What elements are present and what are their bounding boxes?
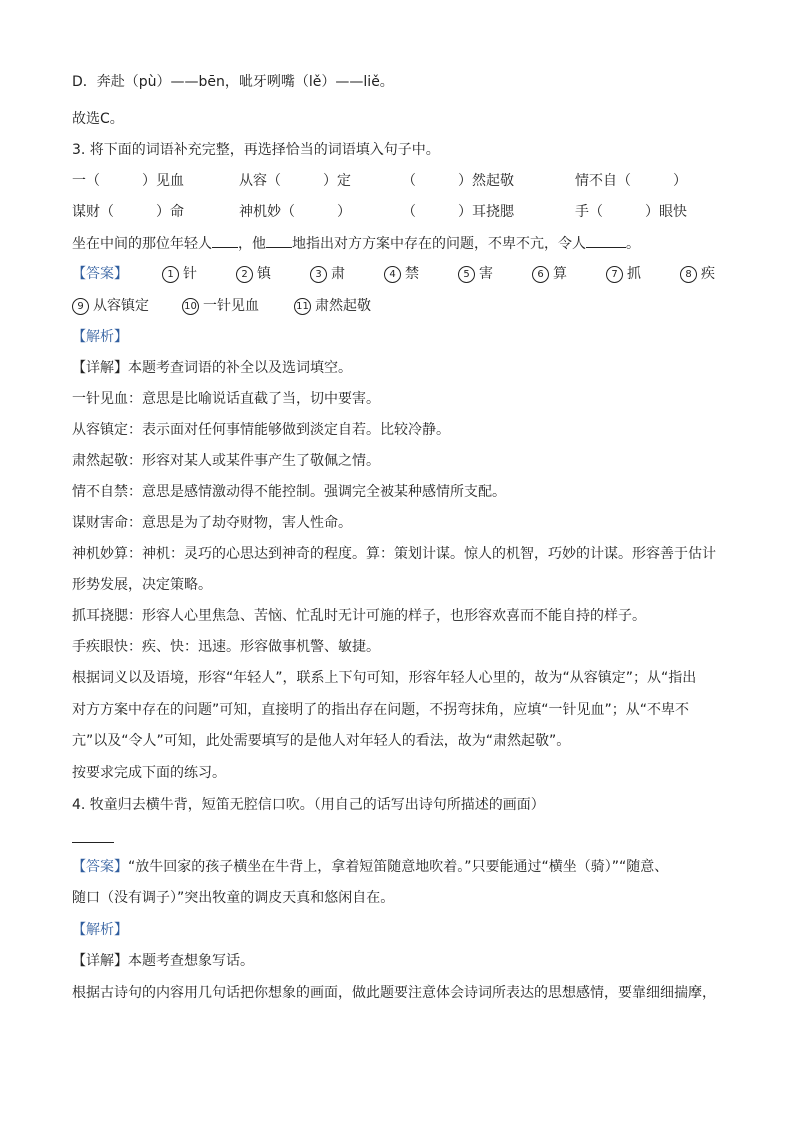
idiom-item: 手（ ）眼快 — [575, 204, 687, 220]
q4-answer-line-1: 【答案】“放牛回家的孩子横坐在牛背上，拿着短笛随意地吹着。”只要能通过“横坐（骑）”“随意、 — [72, 859, 669, 875]
analysis-label: 【解析】 — [72, 329, 128, 345]
explanation-line: 手疾眼快：疾、快：迅速。形容做事机警、敏捷。 — [72, 639, 380, 655]
circled-number: 1 — [162, 266, 179, 283]
answer-row-1 — [72, 264, 732, 284]
idiom-item: （ ）然起敬 — [402, 173, 514, 189]
analysis-label: 【解析】 — [72, 922, 128, 938]
answer-item: 1 针 — [162, 264, 197, 284]
explanation-line: 肃然起敬：形容对某人或某件事产生了敬佩之情。 — [72, 453, 380, 469]
answer-item: 11 肃然起敬 — [294, 296, 371, 316]
detail-line: 【详解】本题考查想象写话。 — [72, 953, 254, 969]
fill-sentence: 坐在中间的那位年轻人 ，他 地指出对方方案中存在的问题，不卑不亢，令人 。 — [72, 233, 640, 254]
circled-number: 8 — [680, 266, 697, 283]
explanation-line: 根据词义以及语境，形容“年轻人”，联系上下句可知，形容年轻人心里的，故为“从容镇定”；从“指出 — [72, 670, 697, 686]
question-4-text: 4. 牧童归去横牛背，短笛无腔信口吹。（用自己的话写出诗句所描述的画面） — [72, 797, 545, 813]
explanation-line: 亢”以及“令人”可知，此处需要填写的是他人对年轻人的看法，故为“肃然起敬”。 — [72, 733, 571, 749]
idiom-item: 从容（ ）定 — [239, 173, 351, 189]
option-d-line: D．奔赴（pù）——bēn，呲牙咧嘴（lě）——liě。 — [72, 74, 394, 90]
explanation-line: 谋财害命：意思是为了劫夺财物，害人性命。 — [72, 515, 352, 531]
circled-number: 10 — [182, 298, 199, 315]
idiom-item: 情不自（ ） — [575, 173, 687, 189]
answer-item: 5 害 — [458, 264, 493, 284]
answer-label: 【答案】 — [72, 266, 128, 282]
answer-label: 【答案】 — [72, 859, 128, 875]
circled-number: 2 — [236, 266, 253, 283]
final-line: 根据古诗句的内容用几句话把你想象的画面，做此题要注意体会诗词所表达的思想感情，要靠细细揣摩， — [72, 985, 716, 1001]
answer-item: 8 疾 — [680, 264, 715, 284]
circled-number: 6 — [532, 266, 549, 283]
explanation-line: 形势发展，决定策略。 — [72, 577, 212, 593]
q4-answer-line-2: 随口（没有调子）”突出牧童的调皮天真和悠闲自在。 — [72, 890, 395, 906]
idiom-item: 一（ ）见血 — [72, 173, 184, 189]
answer-blank — [266, 233, 292, 248]
question-3-text: 3. 将下面的词语补充完整，再选择恰当的词语填入句子中。 — [72, 142, 440, 158]
explanation-line: 情不自禁：意思是感情激动得不能控制。强调完全被某种感情所支配。 — [72, 484, 506, 500]
explanation-line: 对方方案中存在的问题”可知，直接明了的指出存在问题，不拐弯抹角，应填“一针见血”；从“不卑不 — [72, 702, 690, 718]
explanation-line: 抓耳挠腮：形容人心里焦急、苦恼、忙乱时无计可施的样子，也形容欢喜而不能自持的样子。 — [72, 608, 646, 624]
answer-item: 3 肃 — [310, 264, 345, 284]
circled-number: 11 — [294, 298, 311, 315]
circled-number: 9 — [72, 298, 89, 315]
answer-item: 10 一针见血 — [182, 296, 259, 316]
circled-number: 5 — [458, 266, 475, 283]
explanation-line: 神机妙算：神机：灵巧的心思达到神奇的程度。算：策划计谋。惊人的机智，巧妙的计谋。形容善于估计 — [72, 546, 716, 562]
idiom-item: 神机妙（ ） — [239, 204, 351, 220]
explanation-line: 从容镇定：表示面对任何事情能够做到淡定自若。比较冷静。 — [72, 422, 450, 438]
conclusion-line: 故选C。 — [72, 111, 124, 127]
answer-row-2 — [72, 296, 732, 316]
answer-item: 9 从容镇定 — [72, 296, 149, 316]
answer-item: 2 镇 — [236, 264, 271, 284]
circled-number: 3 — [310, 266, 327, 283]
answer-blank — [586, 233, 626, 248]
answer-blank — [212, 233, 238, 248]
answer-item: 6 算 — [532, 264, 567, 284]
answer-underline — [72, 842, 114, 843]
idiom-item: （ ）耳挠腮 — [402, 204, 514, 220]
circled-number: 7 — [606, 266, 623, 283]
explanation-line: 一针见血：意思是比喻说话直截了当，切中要害。 — [72, 391, 380, 407]
answer-item: 4 禁 — [384, 264, 419, 284]
circled-number: 4 — [384, 266, 401, 283]
answer-item: 7 抓 — [606, 264, 641, 284]
instruction-line: 按要求完成下面的练习。 — [72, 765, 226, 781]
idiom-item: 谋财（ ）命 — [72, 204, 184, 220]
detail-line: 【详解】本题考查词语的补全以及选词填空。 — [72, 360, 352, 376]
